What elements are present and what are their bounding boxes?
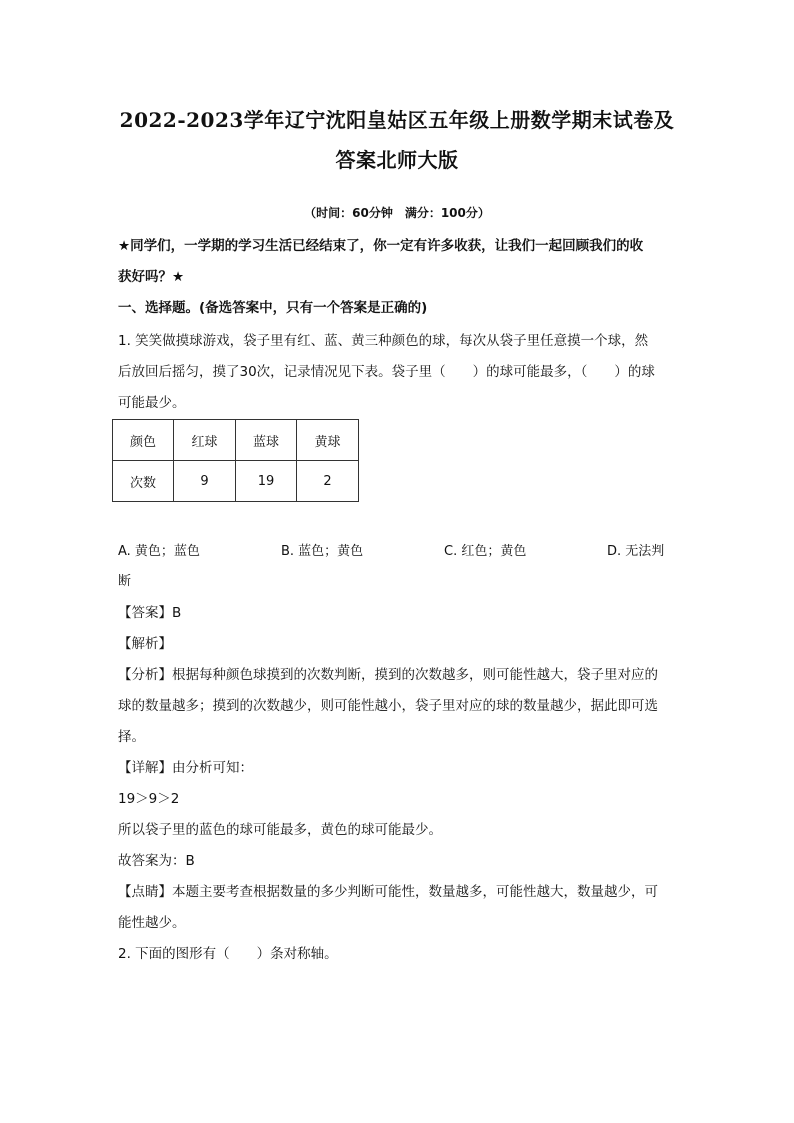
detail-line-3: 所以袋子里的蓝色的球可能最多，黄色的球可能最少。 — [118, 822, 442, 838]
detail-line-2: 19＞9＞2 — [118, 791, 180, 807]
table-cell: 黄球 — [297, 420, 359, 461]
detail-line-4: 故答案为：B — [118, 853, 195, 869]
document-title — [100, 100, 694, 180]
title-line-1: 2022-2023学年辽宁沈阳皇姑区五年级上册数学期末试卷及 — [119, 108, 675, 132]
table-cell: 蓝球 — [236, 420, 297, 461]
intro-text — [118, 231, 678, 293]
option-a: A. 黄色；蓝色 — [118, 544, 200, 559]
analysis-line-1: 【分析】根据每种颜色球摸到的次数判断，摸到的次数越多，则可能性越大，袋子里对应的 — [118, 667, 658, 683]
exam-meta: （时间：60分钟 满分：100分） — [304, 206, 490, 220]
option-d-continued: 断 — [118, 574, 132, 589]
comment-line-2: 能性越少。 — [118, 915, 186, 931]
table-row — [113, 420, 359, 461]
option-c: C. 红色；黄色 — [444, 544, 527, 559]
q1-line-1: 1. 笑笑做摸球游戏，袋子里有红、蓝、黄三种颜色的球，每次从袋子里任意摸一个球，然 — [118, 333, 649, 349]
table-cell: 9 — [174, 461, 236, 502]
q1-table — [112, 419, 359, 502]
title-line-2: 答案北师大版 — [335, 148, 459, 172]
intro-line-2: 获好吗？★ — [118, 269, 185, 285]
question-1-text — [118, 326, 678, 419]
table-cell: 19 — [236, 461, 297, 502]
option-b: B. 蓝色；黄色 — [281, 544, 364, 559]
q2-line-1: 2. 下面的图形有（ ）条对称轴。 — [118, 946, 338, 962]
analysis-line-2: 球的数量越多；摸到的次数越少，则可能性越小，袋子里对应的球的数量越少，据此即可选 — [118, 698, 658, 714]
q1-solution — [118, 598, 678, 970]
comment-line-1: 【点睛】本题主要考查根据数量的多少判断可能性，数量越多，可能性越大，数量越少，可 — [118, 884, 658, 900]
detail-line-1: 【详解】由分析可知： — [118, 760, 253, 776]
analysis-label: 【解析】 — [118, 636, 172, 652]
answer-line: 【答案】B — [118, 605, 182, 621]
intro-line-1: ★同学们，一学期的学习生活已经结束了，你一定有许多收获，让我们一起回顾我们的收 — [118, 238, 644, 254]
option-d: D. 无法判 — [607, 544, 665, 559]
table-cell: 2 — [297, 461, 359, 502]
table-row — [113, 461, 359, 502]
q1-line-2: 后放回后摇匀，摸了30次，记录情况见下表。袋子里（ ）的球可能最多，（ ）的球 — [118, 364, 655, 380]
table-cell: 颜色 — [113, 420, 174, 461]
table-cell: 次数 — [113, 461, 174, 502]
analysis-line-3: 择。 — [118, 729, 145, 745]
q1-line-3: 可能最少。 — [118, 395, 186, 411]
section-heading: 一、选择题。(备选答案中，只有一个答案是正确的) — [118, 300, 428, 316]
table-cell: 红球 — [174, 420, 236, 461]
